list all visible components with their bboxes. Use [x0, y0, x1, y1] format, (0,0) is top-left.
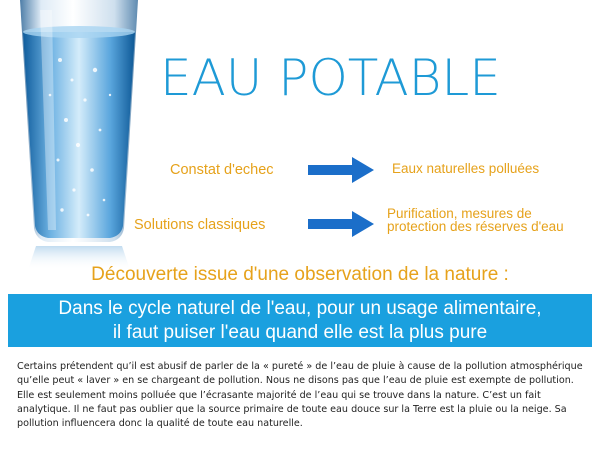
body-paragraph: Certains prétendent qu’il est abusif de parler de la « pureté » de l’eau de pluie à cause de la pollution atmosphérique qu’elle peut « laver » en se chargeant de pollution. Nous ne disons pas que l’eau de pluie est exempte de pollution. Elle est seulement moins polluée que l’écrasante majorité de l’eau qui se trouve dans la nature. C’est un fait analytique. Il ne faut pas oublier que la source primaire de toute eau douce sur la Terre est la pluie ou la neige. Sa pollution influencera donc la qualité de toute eau naturelle.	[17, 361, 583, 430]
right-arrow-icon	[308, 157, 374, 183]
water-glass-icon	[0, 0, 150, 270]
discovery-subtitle: Découverte issue d'une observation de la nature :	[91, 264, 509, 285]
failure-label: Constat d'echec	[170, 162, 274, 178]
page-title: EAU POTABLE	[160, 49, 501, 107]
classic-solutions-label: Solutions classiques	[134, 217, 266, 233]
purification-label: Purification, mesures de protection des réserves d'eau	[387, 206, 564, 234]
banner-line-2: il faut puiser l'eau quand elle est la plus pure	[112, 322, 488, 343]
right-arrow-icon	[308, 211, 374, 237]
polluted-waters-label: Eaux naturelles polluées	[392, 161, 540, 176]
highlight-banner	[8, 294, 592, 347]
banner-line-1: Dans le cycle naturel de l'eau, pour un usage alimentaire,	[58, 298, 542, 319]
